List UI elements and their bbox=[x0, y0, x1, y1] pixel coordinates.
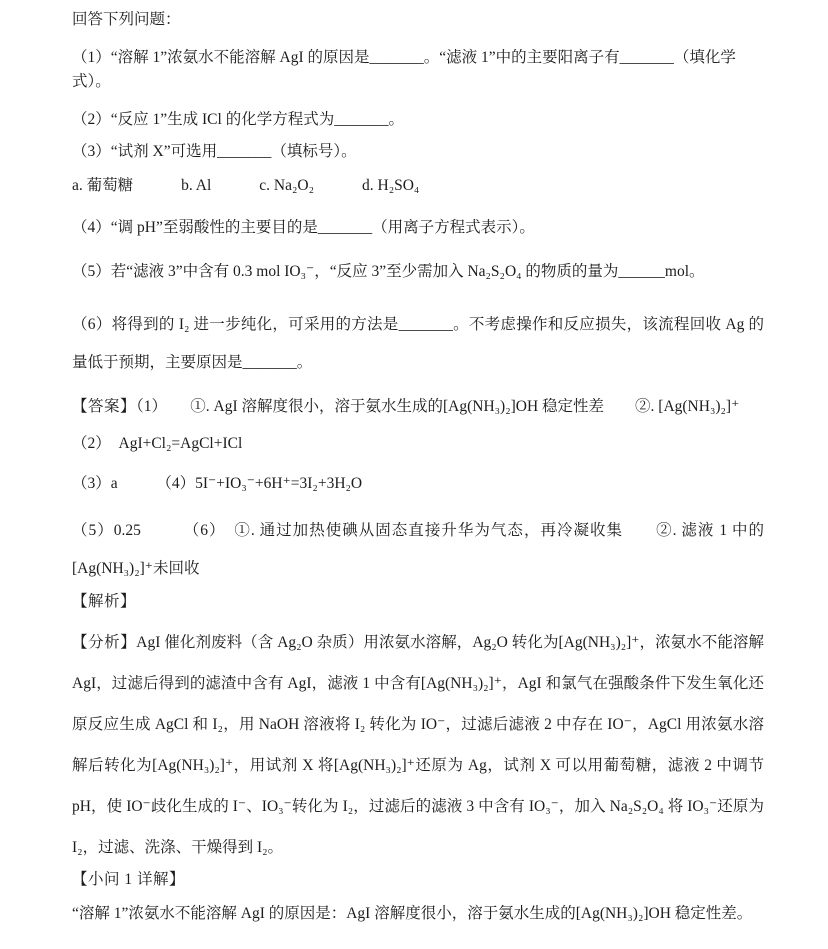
question-2: （2）“反应 1”生成 ICl 的化学方程式为_______。 bbox=[72, 111, 404, 128]
option-c: c. Na₂O₂ bbox=[259, 177, 315, 194]
analysis-label: 【分析】 bbox=[72, 634, 137, 651]
answer-part-1 bbox=[72, 386, 764, 428]
option-d: d. H₂SO₄ bbox=[362, 177, 420, 194]
answer-part-1-text: （1） ①. AgI 溶解度很小，溶于氨水生成的[Ag(NH₃)₂]OH 稳定性差 ②. [Ag(NH₃)₂]⁺ bbox=[136, 398, 740, 415]
answer-part-3-4: （3）a （4）5I⁻+IO₃⁻+6H⁺=3I₂+3H₂O bbox=[72, 475, 363, 492]
analysis-body: AgI 催化剂废料（含 Ag₂O 杂质）用浓氨水溶解，Ag₂O 转化为[Ag(NH₃)₂]⁺，浓氨水不能溶解 AgI，过滤后得到的滤渣中含有 AgI，滤液 1 中含有[Ag(NH₃)₂]⁺，AgI 和氯气在强酸条件下发生氧化还原反应生成 AgCl 和 I₂，用 NaOH 溶液将 I₂ 转化为 IO⁻，过滤后滤液 2 中存在 IO⁻，AgCl 用浓氨水溶解后转化为[Ag(NH₃)₂]⁺，用试剂 X 将[Ag(NH₃)₂]⁺还原为 Ag，试剂 X 可以用葡萄糖，滤液 2 中调节 pH，使 IO⁻歧化生成的 I⁻、IO₃⁻转化为 I₂，过滤后的滤液 3 中含有 IO₃⁻，加入 Na₂S₂O₄ 将 IO₃⁻还原为 I₂，过滤、洗涤、干燥得到 I₂。 bbox=[72, 634, 764, 856]
intro-line: 回答下列问题： bbox=[72, 11, 181, 28]
answer-part-5-6: （5）0.25 （6） ①. 通过加热使碘从固态直接升华为气态，再冷凝收集 ②. 滤液 1 中的[Ag(NH₃)₂]⁺未回收 bbox=[72, 522, 764, 577]
option-a: a. 葡萄糖 bbox=[72, 177, 134, 194]
question-3: （3）“试剂 X”可选用_______（填标号）。 bbox=[72, 143, 357, 160]
answer-label: 【答案】 bbox=[72, 398, 137, 415]
question-1: （1）“溶解 1”浓氨水不能溶解 AgI 的原因是_______。“滤液 1”中的主要阳离子有_______（填化学式）。 bbox=[72, 49, 736, 90]
detail-1-label: 【小问 1 详解】 bbox=[72, 871, 186, 888]
detail-1-body: “溶解 1”浓氨水不能溶解 AgI 的原因是：AgI 溶解度很小，溶于氨水生成的[Ag(NH₃)₂]OH 稳定性差。 bbox=[72, 905, 753, 922]
question-6: （6）将得到的 I₂ 进一步纯化，可采用的方法是_______。不考虑操作和反应损失，该流程回收 Ag 的量低于预期，主要原因是_______。 bbox=[72, 316, 764, 371]
question-5: （5）若“滤液 3”中含有 0.3 mol IO₃⁻，“反应 3”至少需加入 Na₂S₂O₄ 的物质的量为______mol。 bbox=[72, 263, 705, 280]
question-4: （4）“调 pH”至弱酸性的主要目的是_______（用离子方程式表示）。 bbox=[72, 219, 535, 236]
analysis-paragraph bbox=[72, 622, 764, 868]
option-b: b. Al bbox=[181, 177, 212, 194]
answer-part-2: （2） AgI+Cl₂=AgCl+ICl bbox=[72, 435, 243, 452]
question-3-options bbox=[72, 174, 764, 198]
analysis-section-label: 【解析】 bbox=[72, 593, 137, 610]
